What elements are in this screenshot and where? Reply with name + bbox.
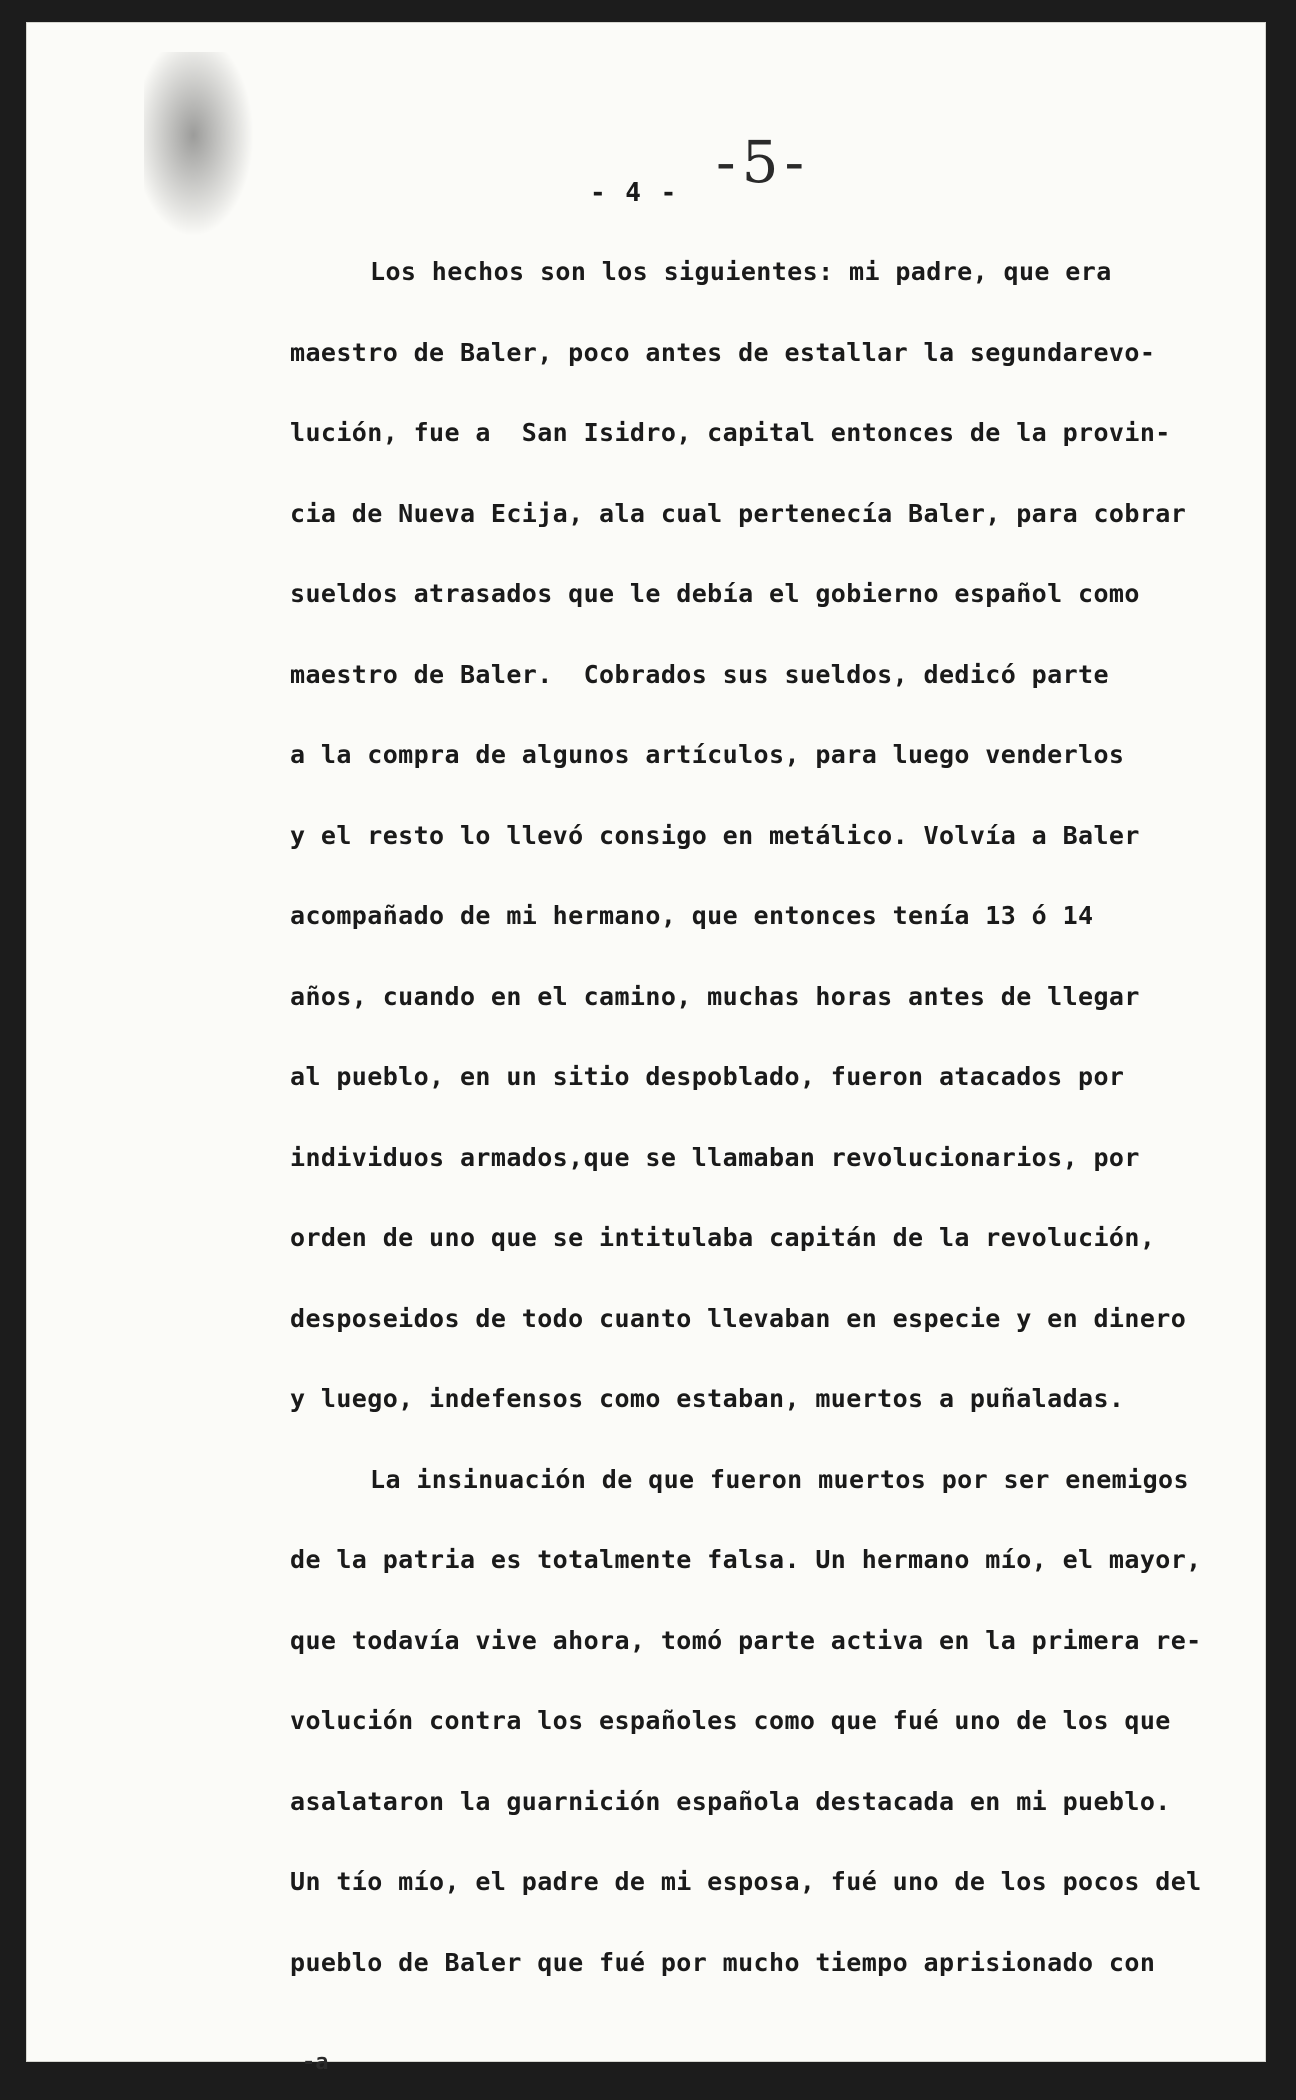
body-text — [290, 248, 1230, 2019]
text-line: cia de Nueva Ecija, ala cual pertenecía Baler, para cobrar — [290, 498, 1187, 528]
text-line: sueldos atrasados que le debía el gobierno español como — [290, 579, 1140, 608]
text-line: desposeidos de todo cuanto llevaban en especie y en dinero — [290, 1303, 1187, 1333]
text-line: años, cuando en el camino, muchas horas antes de llegar — [290, 981, 1140, 1011]
text-line: acompañado de mi hermano, que entonces tenía 13 ó 14 — [290, 901, 1094, 930]
text-line: asalataron la guarnición española destacada en mi pueblo. — [290, 1786, 1171, 1816]
text-line: a la compra de algunos artículos, para luego venderlos — [290, 740, 1125, 769]
text-line: orden de uno que se intitulaba capitán de la revolución, — [290, 1223, 1156, 1252]
page-number: - 4 - — [590, 178, 679, 208]
text-line: La insinuación de que fueron muertos por ser enemigos — [370, 1464, 1189, 1494]
text-line: de la patria es totalmente falsa. Un hermano mío, el mayor, — [290, 1545, 1202, 1574]
text-line: volución contra los españoles como que fué uno de los que — [290, 1706, 1171, 1735]
text-line: maestro de Baler, poco antes de estallar la segundarevo- — [290, 337, 1156, 367]
text-line: y luego, indefensos como estaban, muertos a puñaladas. — [290, 1384, 1125, 1413]
text-line: al pueblo, en un sitio despoblado, fueron atacados por — [290, 1062, 1125, 1091]
text-line: individuos armados,que se llamaban revolucionarios, por — [290, 1142, 1140, 1172]
text-line: que todavía vive ahora, tomó parte activa en la primera re- — [290, 1625, 1202, 1655]
text-line: lución, fue a San Isidro, capital entonces de la provin- — [290, 418, 1171, 447]
text-line: y el resto lo llevó consigo en metálico. Volvía a Baler — [290, 820, 1140, 850]
text-line: maestro de Baler. Cobrados sus sueldos, dedicó parte — [290, 659, 1109, 689]
text-line: Un tío mío, el padre de mi esposa, fué uno de los pocos del — [290, 1867, 1202, 1896]
trailing-fragment: -a — [302, 2050, 329, 2075]
text-line: Los hechos son los siguientes: mi padre, que era — [370, 257, 1112, 286]
text-line: pueblo de Baler que fué por mucho tiempo aprisionado con — [290, 1947, 1156, 1977]
handwritten-page-number: -5- — [716, 128, 811, 196]
ink-smudge — [144, 52, 254, 237]
